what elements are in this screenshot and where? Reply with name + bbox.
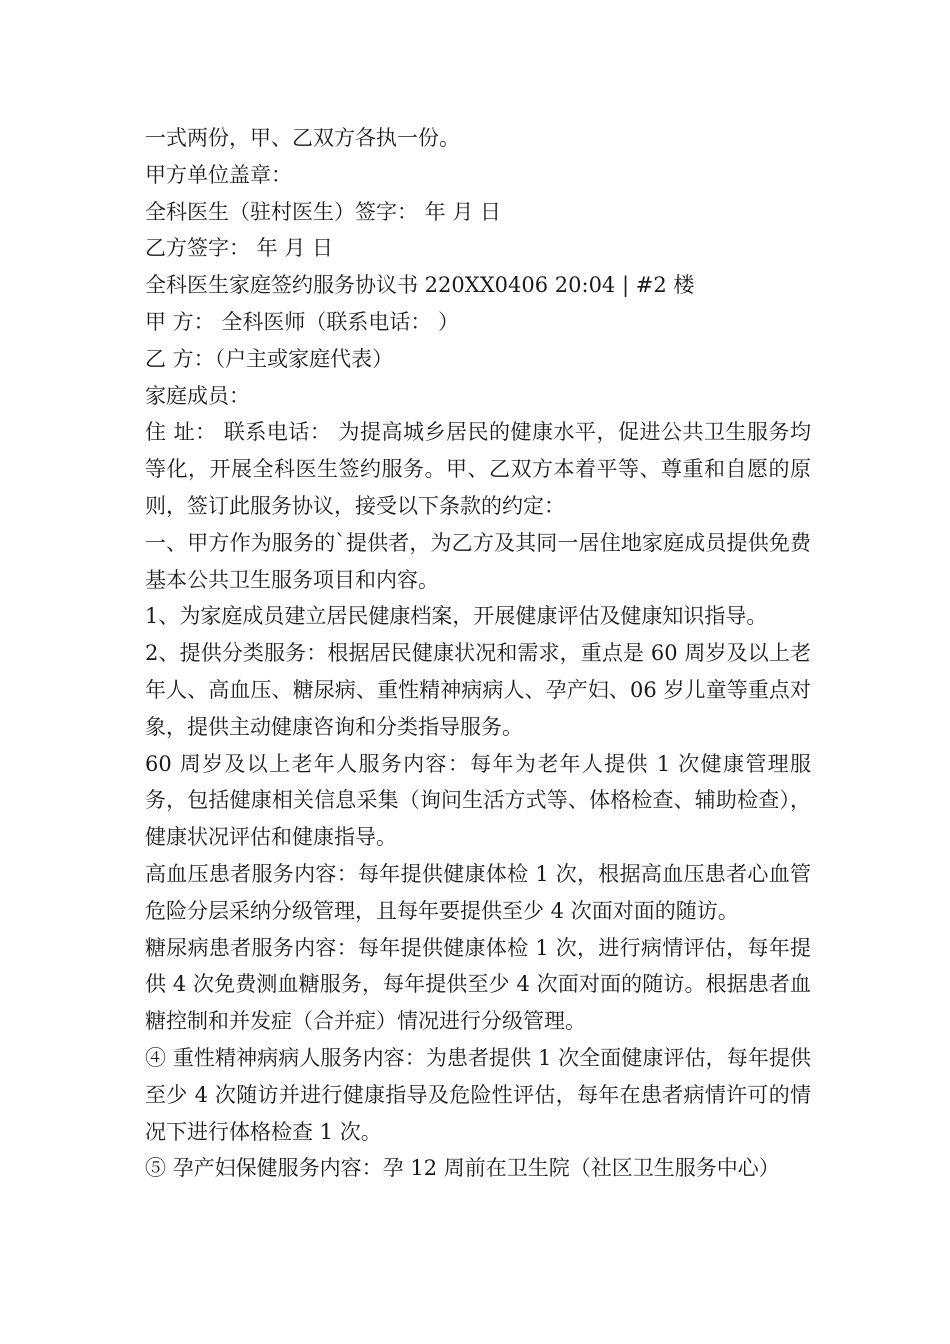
paragraph-hypertension-service: 高血压患者服务内容：每年提供健康体检 1 次，根据高血压患者心血管危险分层采纳分级管理，且每年要提供至少 4 次面对面的随访。 [145,861,811,923]
paragraph-family-members: 家庭成员： [145,383,250,408]
paragraph-elderly-service: 60 周岁及以上老年人服务内容：每年为老年人提供 1 次健康管理服务，包括健康相关信息采集（询问生活方式等、体格检查、辅助检查），健康状况评估和健康指导。 [145,751,811,850]
paragraph-maternal-service: ⑤ 孕产妇保健服务内容：孕 12 周前在卫生院（社区卫生服务中心） [145,1156,780,1181]
paragraph-copies: 一式两份，甲、乙双方各执一份。 [145,126,460,150]
paragraph-item-1: 1、为家庭成员建立居民健康档案，开展健康评估及健康知识指导。 [145,604,768,629]
paragraph-address-preamble: 住 址： 联系电话： 为提高城乡居民的健康水平，促进公共卫生服务均等化，开展全科医生签约服务。甲、乙双方本着平等、尊重和自愿的原则，签订此服务协议，接受以下条款的约定： [145,420,811,518]
paragraph-mental-illness-service: ④ 重性精神病病人服务内容：为患者提供 1 次全面健康评估，每年提供至少 4 次随访并进行健康指导及危险性评估，每年在患者病情许可的情况下进行体格检查 1 次。 [145,1045,811,1144]
paragraph-clause-one: 一、甲方作为服务的`提供者，为乙方及其同一居住地家庭成员提供免费基本公共卫生服务项目和内容。 [145,530,811,592]
paragraph-party-b-signature: 乙方签字： 年 月 日 [145,236,334,261]
paragraph-party-a-seal: 甲方单位盖章： [145,162,292,187]
paragraph-party-b: 乙 方：（户主或家庭代表） [145,346,394,371]
paragraph-doctor-signature: 全科医生（驻村医生）签字： 年 月 日 [145,199,502,224]
paragraph-item-2: 2、提供分类服务：根据居民健康状况和需求，重点是 60 周岁及以上老年人、高血压、糖尿病、重性精神病病人、孕产妇、06 岁儿童等重点对象，提供主动健康咨询和分类指导服务。 [145,641,811,739]
paragraph-party-a: 甲 方： 全科医师（联系电话： ） [145,309,460,334]
paragraph-diabetes-service: 糖尿病患者服务内容：每年提供健康体检 1 次，进行病情评估，每年提供 4 次免费测血糖服务，每年提供至少 4 次面对面的随访。根据患者血糖控制和并发症（合并症）情况进行分级管理。 [145,935,811,1034]
document-body [145,120,811,1187]
paragraph-agreement-title: 全科医生家庭签约服务协议书 220XX0406 20:04 | #2 楼 [145,273,695,298]
